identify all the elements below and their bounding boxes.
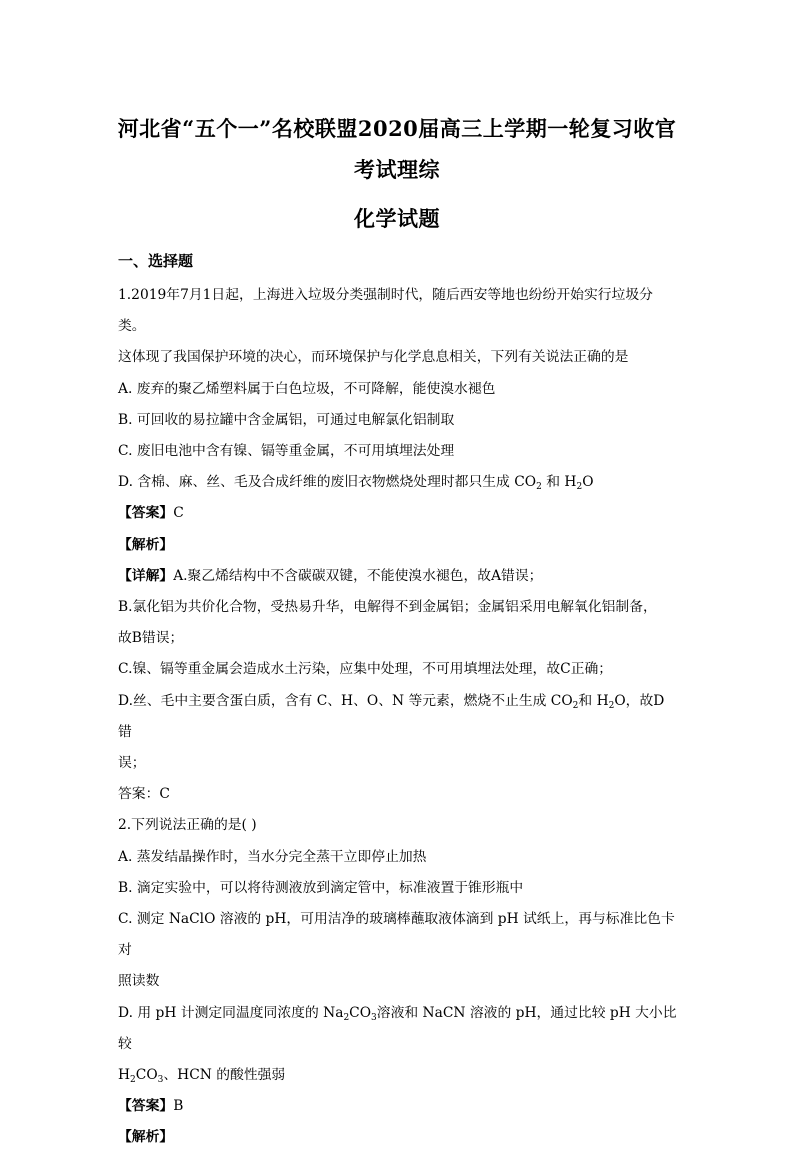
q1-detail-b2: 故B错误； xyxy=(118,630,184,647)
q1-stem-line2: 这体现了我国保护环境的决心，而环境保护与化学息息相关，下列有关说法正确的是 xyxy=(118,349,629,366)
q1-detail-c: C.镍、镉等重金属会造成水土污染，应集中处理，不可用填埋法处理，故C正确； xyxy=(118,661,613,678)
document-body xyxy=(118,280,678,1154)
q2-option-d1: D. 用 pH 计测定同温度同浓度的 $Na_2CO_3$溶液和 NaCN 溶液的 pH，通过比较 pH 大小比较 xyxy=(118,1004,677,1052)
q2-option-b: B. 滴定实验中，可以将待测液放到滴定管中，标准液置于锥形瓶中 xyxy=(118,879,524,896)
q2-option-c2: 照读数 xyxy=(118,973,160,990)
q2-analysis-label: 【解析】 xyxy=(118,1129,174,1146)
doc-title-line2: 考试理综 xyxy=(354,157,440,182)
doc-subtitle: 化学试题 xyxy=(354,206,440,231)
q1-option-b: B. 可回收的易拉罐中含金属铝，可通过电解氯化铝制取 xyxy=(118,411,455,428)
doc-title-line1: 河北省“五个一”名校联盟2020届高三上学期一轮复习收官 xyxy=(117,116,677,141)
q1-answer: 【答案】C xyxy=(118,505,184,522)
q2-option-d2: $H_2CO_3$、HCN 的酸性强弱 xyxy=(118,1067,286,1086)
q1-option-d: D. 含棉、麻、丝、毛及合成纤维的废旧衣物燃烧处理时都只生成 $CO_2$ 和 $H_2O$ xyxy=(118,474,594,493)
q1-detail-d1: D.丝、毛中主要含蛋白质，含有 C、H、O、N 等元素，燃烧不止生成 $CO_2$和 $H_2O$，故D错 xyxy=(118,692,665,740)
q1-final-answer: 答案：C xyxy=(118,786,170,803)
q2-option-a: A. 蒸发结晶操作时，当水分完全蒸干立即停止加热 xyxy=(118,848,427,865)
q1-detail-a: 【详解】A.聚乙烯结构中不含碳碳双键，不能使溴水褪色，故A错误； xyxy=(118,567,543,584)
q1-option-a: A. 废弃的聚乙烯塑料属于白色垃圾，不可降解，能使溴水褪色 xyxy=(118,380,496,397)
q1-detail-b1: B.氯化铝为共价化合物，受热易升华，电解得不到金属铝；金属铝采用电解氧化铝制备， xyxy=(118,599,657,616)
q2-answer: 【答案】B xyxy=(118,1098,184,1115)
q1-detail-d2: 误； xyxy=(118,755,146,772)
q1-option-c: C. 废旧电池中含有镍、镉等重金属，不可用填埋法处理 xyxy=(118,443,455,460)
q2-stem: 2.下列说法正确的是( ) xyxy=(118,817,257,834)
section-heading: 一、选择题 xyxy=(118,252,194,270)
q1-analysis-label: 【解析】 xyxy=(118,536,174,553)
q2-option-c1: C. 测定 NaClO 溶液的 pH，可用洁净的玻璃棒蘸取液体滴到 pH 试纸上，再与标准比色卡对 xyxy=(118,911,675,959)
q1-stem-line1: 1.2019年7月1日起，上海进入垃圾分类强制时代，随后西安等地也纷纷开始实行垃圾分类。 xyxy=(118,287,653,335)
